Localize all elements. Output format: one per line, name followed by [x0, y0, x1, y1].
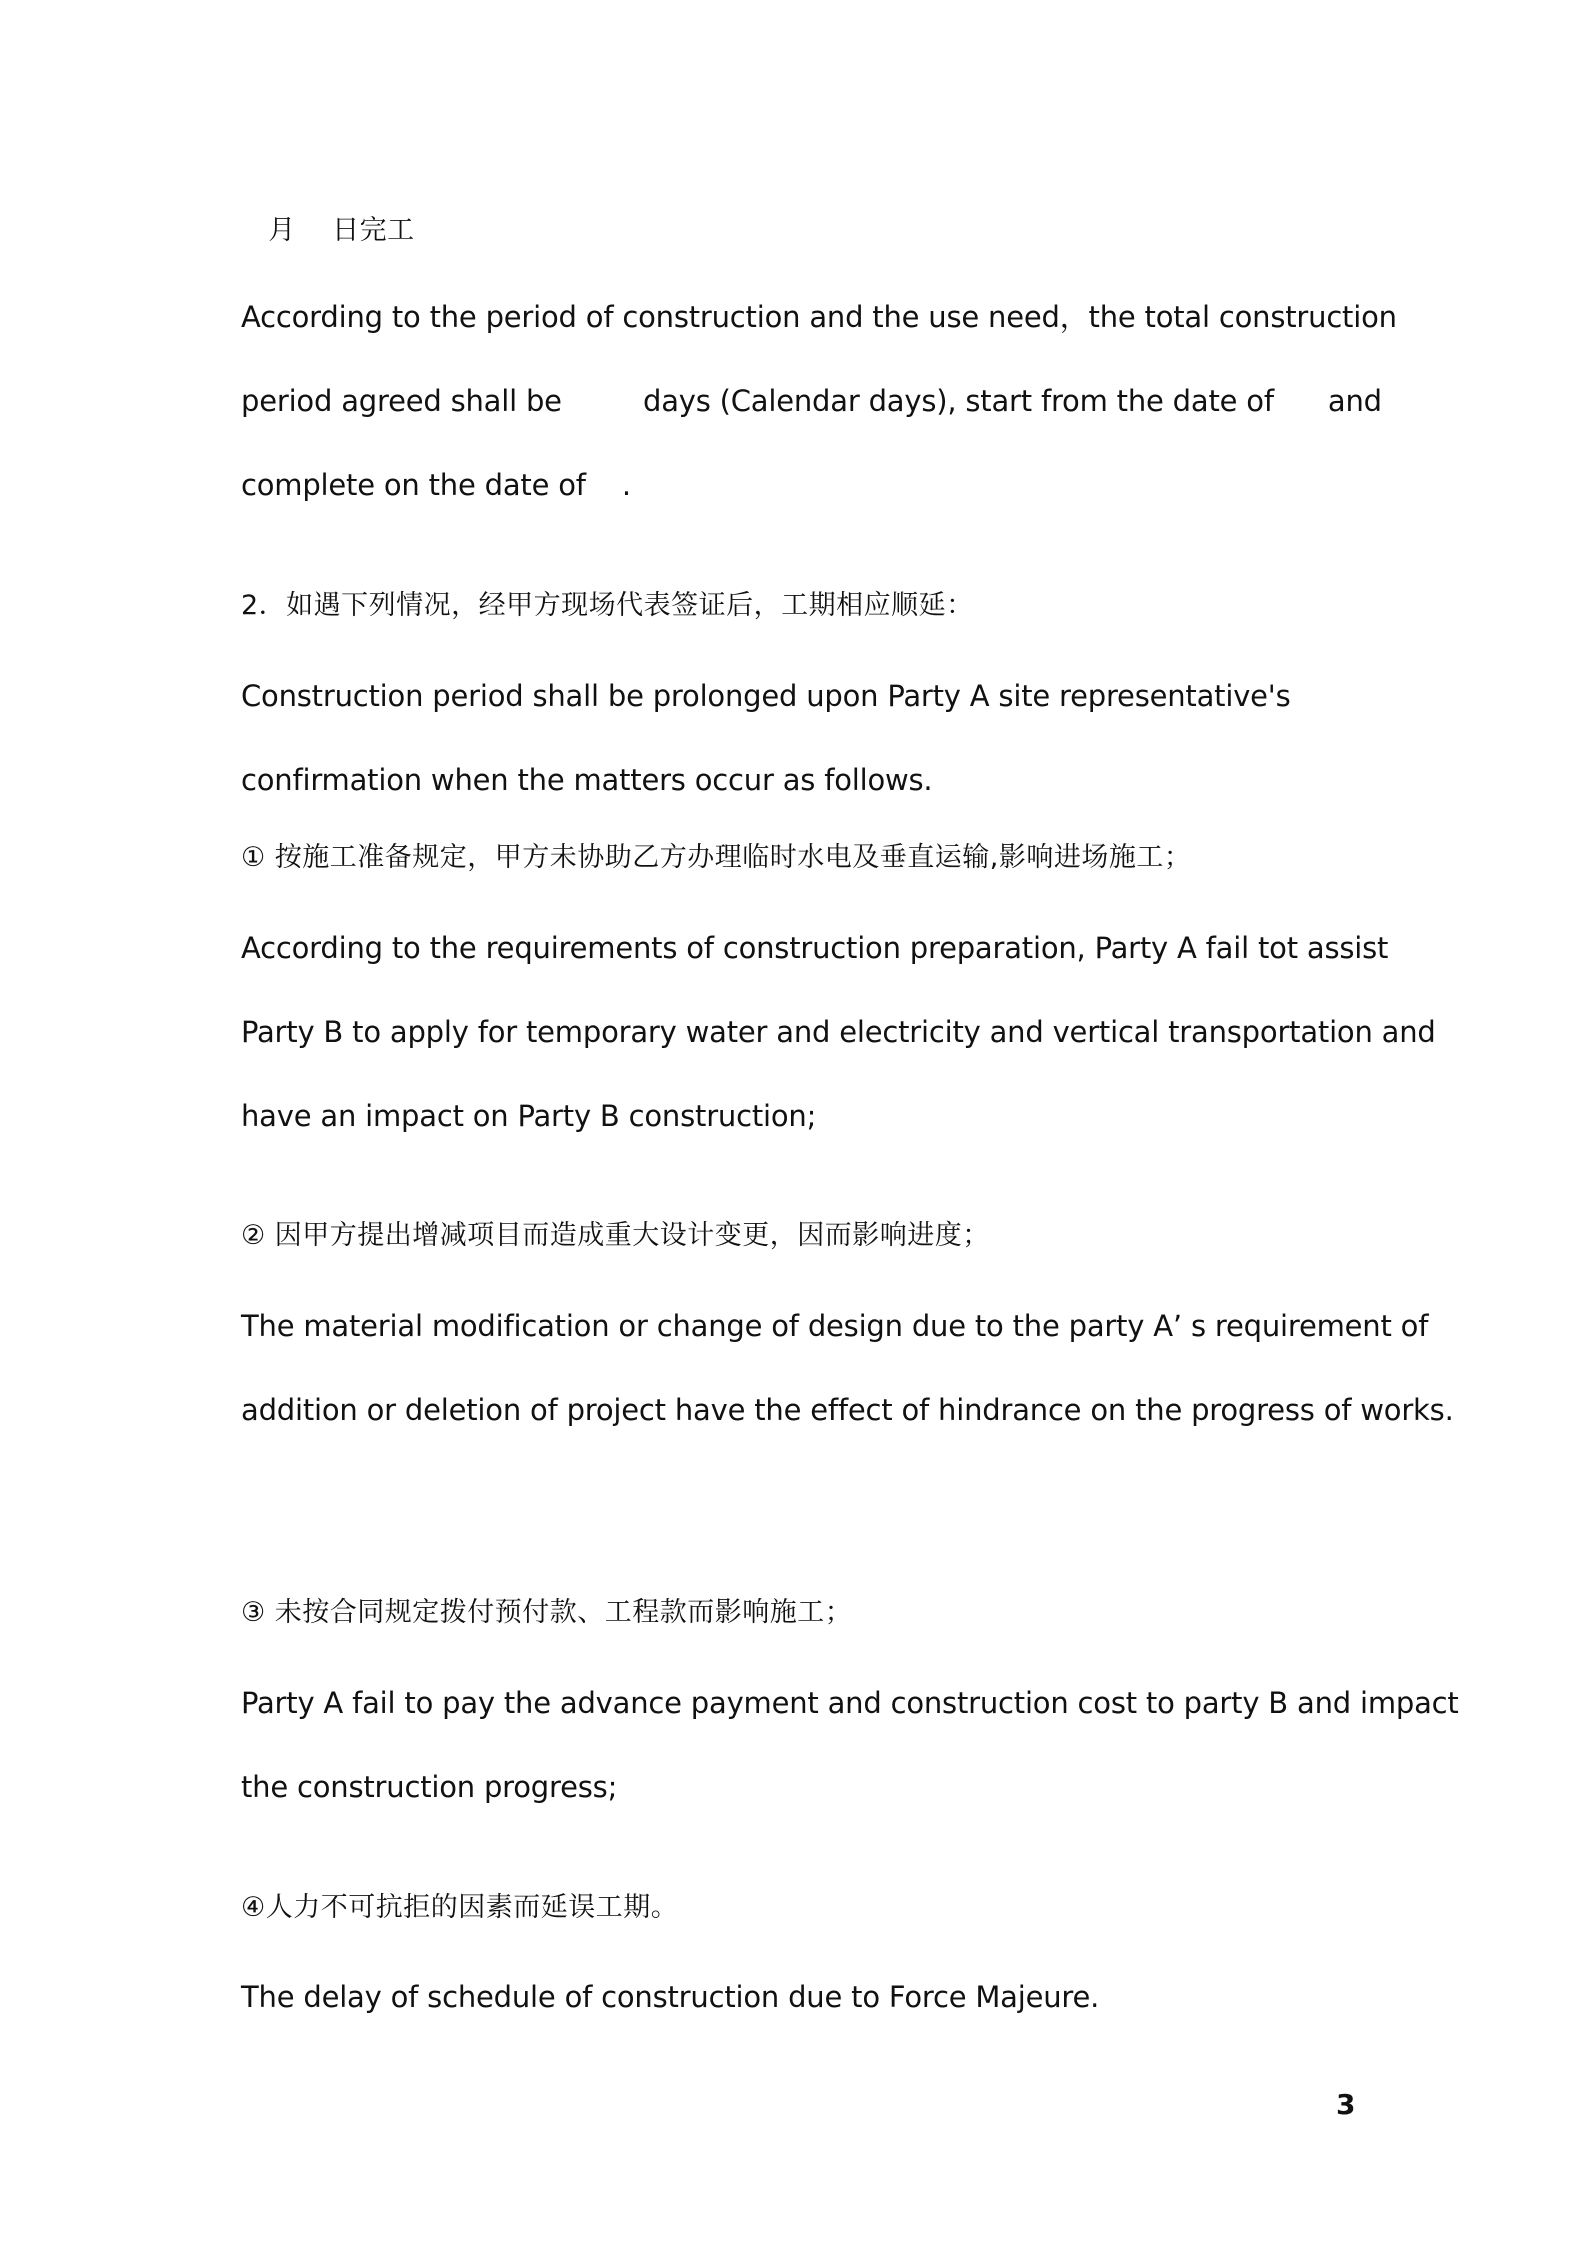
text-line: confirmation when the matters occur as follows. — [241, 763, 933, 797]
text-line: the construction progress; — [241, 1770, 618, 1804]
list-item-3-zh: ③ 未按合同规定拨付预付款、工程款而影响施工； — [241, 1597, 853, 1628]
text-line: complete on the date of . — [241, 468, 631, 502]
list-item-2-zh: ② 因甲方提出增减项目而造成重大设计变更，因而影响进度； — [241, 1220, 990, 1251]
text-line: According to the period of construction and the use need，the total construction — [241, 300, 1397, 334]
text-line: have an impact on Party B construction; — [241, 1099, 817, 1133]
text-line: The delay of schedule of construction due to Force Majeure. — [241, 1980, 1100, 2014]
text-line: The material modification or change of design due to the party A’ s requirement of — [241, 1309, 1429, 1343]
text-line: Party A fail to pay the advance payment and construction cost to party B and impact — [241, 1686, 1459, 1720]
page-number: 3 — [1336, 2088, 1356, 2121]
text-line: According to the requirements of construction preparation, Party A fail tot assist — [241, 931, 1389, 965]
completion-date-line: 月 日完工 — [241, 215, 415, 246]
text-line: addition or deletion of project have the effect of hindrance on the progress of works. — [241, 1393, 1454, 1427]
clause-heading: 2．如遇下列情况，经甲方现场代表签证后，工期相应顺延： — [241, 590, 974, 621]
text-line: Construction period shall be prolonged upon Party A site representative's — [241, 679, 1291, 713]
list-item-4-zh: ④人力不可抗拒的因素而延误工期。 — [241, 1892, 679, 1923]
text-line: Party B to apply for temporary water and electricity and vertical transportation and — [241, 1015, 1436, 1049]
list-item-1-zh: ① 按施工准备规定，甲方未协助乙方办理临时水电及垂直运输,影响进场施工； — [241, 842, 1192, 873]
text-line: period agreed shall be days (Calendar days), start from the date of and — [241, 384, 1382, 418]
